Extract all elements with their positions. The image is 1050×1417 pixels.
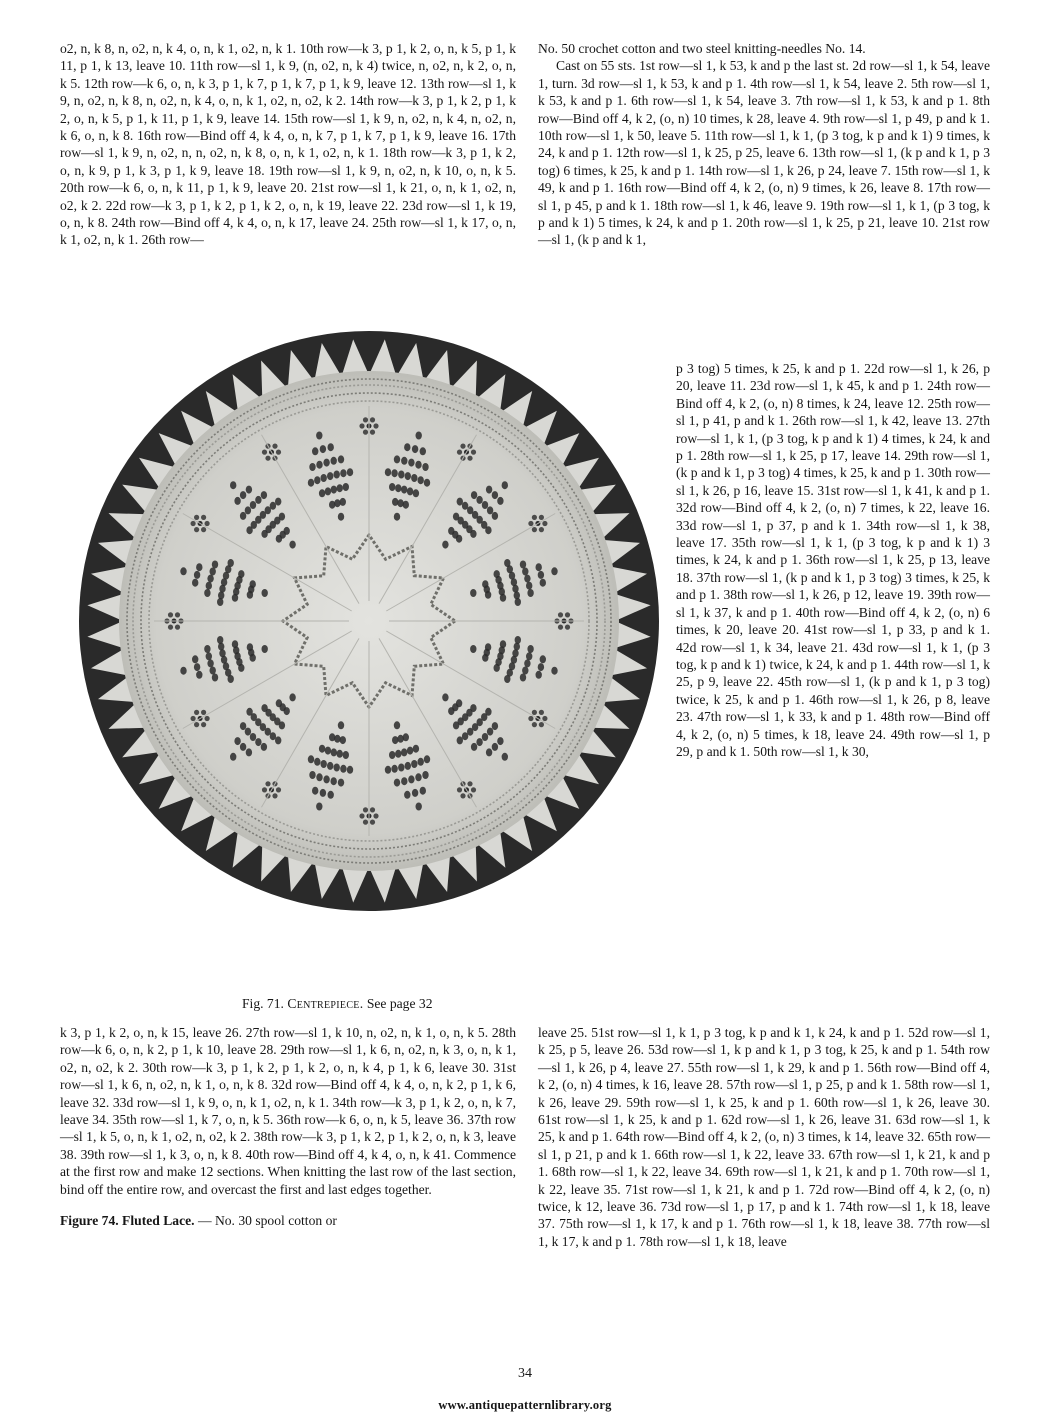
caption-ref: See page 32 xyxy=(366,996,433,1011)
pattern-text-right-top: Cast on 55 sts. 1st row—sl 1, k 53, k and p the last st. 2d row—sl 1, k 54, leave 1, turn. 3d row—sl 1, k 53, k and p 1. 4th row—sl 1, k 54, leave 2. 5th row—sl 1, k 53, k and p 1. 6th row—sl 1, k 54, leave 3. 7th row—sl 1, k 53, k and p 1. 8th row—Bind off 4, k 2, (o, n) 10 times, k 28, leave 4. 9th row—sl 1, p 49, p and k 1. 10th row—sl 1, k 50, leave 5. 11th row—sl 1, k 1, (p 3 tog, k p and k 1) 9 times, k 24, k and p 1. 12th row—sl 1, k 25, p 25, leave 6. 13th row—sl 1, (k p and k 1, p 3 tog) 6 times, k 25, k and p 1. 14th row—sl 1, k 26, p 24, leave 7. 15th row—sl 1, k 49, k and p 1. 16th row—Bind off 4, k 2, (o, n) 9 times, k 26, leave 8. 17th row—sl 1, p 45, p and k 1. 18th row—sl 1, k 46, leave 9. 19th row—sl 1, k 1, (p 3 tog, k p and k 1) 5 times, k 24, k and p 1. 20th row—sl 1, k 25, p 21, leave 10. 21st row—sl 1, (k p and k 1, xyxy=(538,58,990,248)
pattern-materials: No. 50 crochet cotton and two steel knitting-needles No. 14. xyxy=(538,41,866,56)
pattern-text-right-bottom: leave 25. 51st row—sl 1, k 1, p 3 tog, k p and k 1, k 24, k and p 1. 52d row—sl 1, k 25, p 5, leave 26. 53d row—sl 1, k p and k 1, p 3 tog, k 25, k and p 1. 54th row—sl 1, k 26, p 4, leave 27. 55th row—sl 1, k 29, k and p 1. 56th row—Bind off 4, k 2, (o, n) 4 times, k 16, leave 28. 57th row—sl 1, p 25, p and k 1. 58th row—sl 1, k 26, leave 29. 59th row—sl 1, k 25, k and p 1. 60th row—sl 1, k 26, leave 30. 61st row—sl 1, k 25, k and p 1. 62d row—sl 1, k 26, leave 31. 63d row—sl 1, k 25, k and p 1. 64th row—Bind off 4, k 2, (o, n) 3 times, k 14, leave 32. 65th row—sl 1, p 21, p and k 1. 66th row—sl 1, k 22, leave 33. 67th row—sl 1, k 21, k and p 1. 68th row—sl 1, k 22, leave 34. 69th row—sl 1, k 21, k and p 1. 70th row—sl 1, k 22, leave 35. 71st row—sl 1, k 21, k and p 1. 72d row—Bind off 4, k 2, (o, n) twice, k 12, leave 36. 73d row—sl 1, p 17, p and k 1. 74th row—sl 1, k 18, leave 37. 75th row—sl 1, k 17, k and p 1. 76th row—sl 1, k 18, leave 38. 77th row—sl 1, k 17, k and p 1. 78th row—sl 1, k 18, leave xyxy=(538,1025,990,1249)
pattern-text-right-wrap: p 3 tog) 5 times, k 25, k and p 1. 22d row—sl 1, k 26, p 20, leave 11. 23d row—sl 1, k 45, k and p 1. 24th row—Bind off 4, k 2, (o, n) 8 times, k 24, leave 12. 25th row—sl 1, p 41, p and k 1. 26th row—sl 1, k 42, leave 13. 27th row—sl 1, k 1, (p 3 tog, k p and k 1) 4 times, k 24, k and p 1. 28th row—sl 1, k 25, p 17, leave 14. 29th row—sl 1, (k p and k 1, p 3 tog) 4 times, k 25, k and p 1. 30th row—sl 1, k 26, p 16, leave 15. 31st row—sl 1, k 41, k and p 1. 32d row—Bind off 4, k 2, (o, n) 7 times, k 22, leave 16. 33d row—sl 1, p 37, p and k 1. 34th row—sl 1, k 38, leave 17. 35th row—sl 1, k 1, (p 3 tog, k p and k 1) 3 times, k 24, k and p 1. 36th row—sl 1, k 25, p 13, leave 18. 37th row—sl 1, (k p and k 1, p 3 tog) 3 times, k 25, k and p 1. 38th row—sl 1, k 26, p 12, leave 19. 39th row—sl 1, k 37, k and p 1. 40th row—Bind off 4, k 2, (o, n) 6 times, k 20, leave 20. 41st row—sl 1, p 33, p and k 1. 42d row—sl 1, k 34, leave 21. 43d row—sl 1, k 1, (p 3 tog, k p and k 1) twice, k 24, k and p 1. 44th row—sl 1, k 25, p 9, leave 22. 45th row—sl 1, (k p and k 1, p 3 tog) twice, k 25, k and p 1. 46th row—sl 1, k 26, p 8, leave 23. 47th row—sl 1, k 33, k and p 1. 48th row—Bind off 4, k 2, (o, n) 5 times, k 18, leave 24. 49th row—sl 1, p 29, p and k 1. 50th row—sl 1, k 30, xyxy=(676,361,990,759)
right-column-top xyxy=(538,40,990,249)
right-column-wrap xyxy=(676,360,990,760)
pattern-text-left-top: o2, n, k 8, n, o2, n, k 4, o, n, k 1, o2, n, k 1. 10th row—k 3, p 1, k 2, o, n, k 5, p 1, k 11, p 1, k 13, leave 10. 11th row—sl 1, k 9, (n, o2, n, k 4) twice, n, o2, n, k 2, o, n, k 5. 12th row—k 6, o, n, k 3, p 1, k 7, p 1, k 7, p 1, k 9, leave 12. 13th row—sl 1, k 9, n, o2, n, k 8, n, o2, n, k 4, o, n, k 1, o2, n, o2, k 2. 14th row—k 3, p 1, k 2, p 1, k 2, o, n, k 5, p 1, k 11, p 1, k 9, leave 14. 15th row—sl 1, k 9, n, o2, n, k 4, n, o2, n, k 6, o, n, k 8. 16th row—Bind off 4, k 4, o, n, k 7, p 1, k 7, p 1, k 9, leave 16. 17th row—sl 1, k 9, n, o2, n, n, o2, n, k 8, o, n, k 1, o2, n, k 1. 18th row—k 3, p 1, k 2, o, n, k 9, p 1, k 3, p 1, k 9, leave 18. 19th row—sl 1, k 9, n, o2, n, k 10, o, n, k 5. 20th row—k 6, o, n, k 11, p 1, k 9, leave 20. 21st row—sl 1, k 21, o, n, k 1, o2, n, o2, k 2. 22d row—k 3, p 1, k 2, p 1, k 2, o, n, k 19, leave 22. 23d row—sl 1, k 19, o, n, k 8. 24th row—Bind off 4, k 4, o, n, k 17, leave 24. 25th row—sl 1, k 17, o, n, k 1, o2, n, k 1. 26th row— xyxy=(60,41,516,248)
centrepiece-photo xyxy=(78,250,660,992)
figure74-paragraph xyxy=(60,1212,516,1229)
left-column-bottom xyxy=(60,1024,516,1229)
caption-title: Centrepiece. xyxy=(287,996,364,1011)
figure74-heading: Figure 74. Fluted Lace. xyxy=(60,1213,195,1229)
footer-url: www.antiquepatternlibrary.org xyxy=(438,1398,612,1412)
right-column-bottom xyxy=(538,1024,990,1250)
pattern-text-left-bottom: k 3, p 1, k 2, o, n, k 15, leave 26. 27th row—sl 1, k 10, n, o2, n, k 1, o, n, k 5. 28th row—k 6, o, n, k 2, p 1, k 10, leave 28. 29th row—sl 1, k 6, n, o2, n, k 3, o, n, k 1, o2, n, o2, k 2. 30th row—k 3, p 1, k 2, p 1, k 2, o, n, k 4, p 1, k 6, leave 30. 31st row—sl 1, k 6, n, o2, n, k 1, o, n, k 8. 32d row—Bind off 4, k 4, o, n, k 2, p 1, k 6, leave 32. 33d row—sl 1, k 9, o, n, k 1, o2, n, k 1. 34th row—k 3, p 1, k 2, o, n, k 7, leave 34. 35th row—sl 1, k 7, o, n, k 5. 36th row—k 6, o, n, k 5, leave 36. 37th row—sl 1, k 5, o, n, k 1, o2, n, o2, k 2. 38th row—k 3, p 1, k 2, p 1, k 2, o, n, k 3, leave 38. 39th row—sl 1, k 3, o, n, k 8. 40th row—Bind off 4, k 4, o, n, k 41. Commence at the first row and make 12 sections. When knitting the last row of the last section, bind off the entire row, and overcast the first and last edges together. xyxy=(60,1025,516,1197)
left-column-top xyxy=(60,40,516,249)
figure-caption xyxy=(242,996,562,1012)
caption-label: Fig. 71. xyxy=(242,996,284,1011)
figure74-text: — No. 30 spool cotton or xyxy=(197,1213,337,1229)
page-number: 34 xyxy=(518,1366,532,1381)
